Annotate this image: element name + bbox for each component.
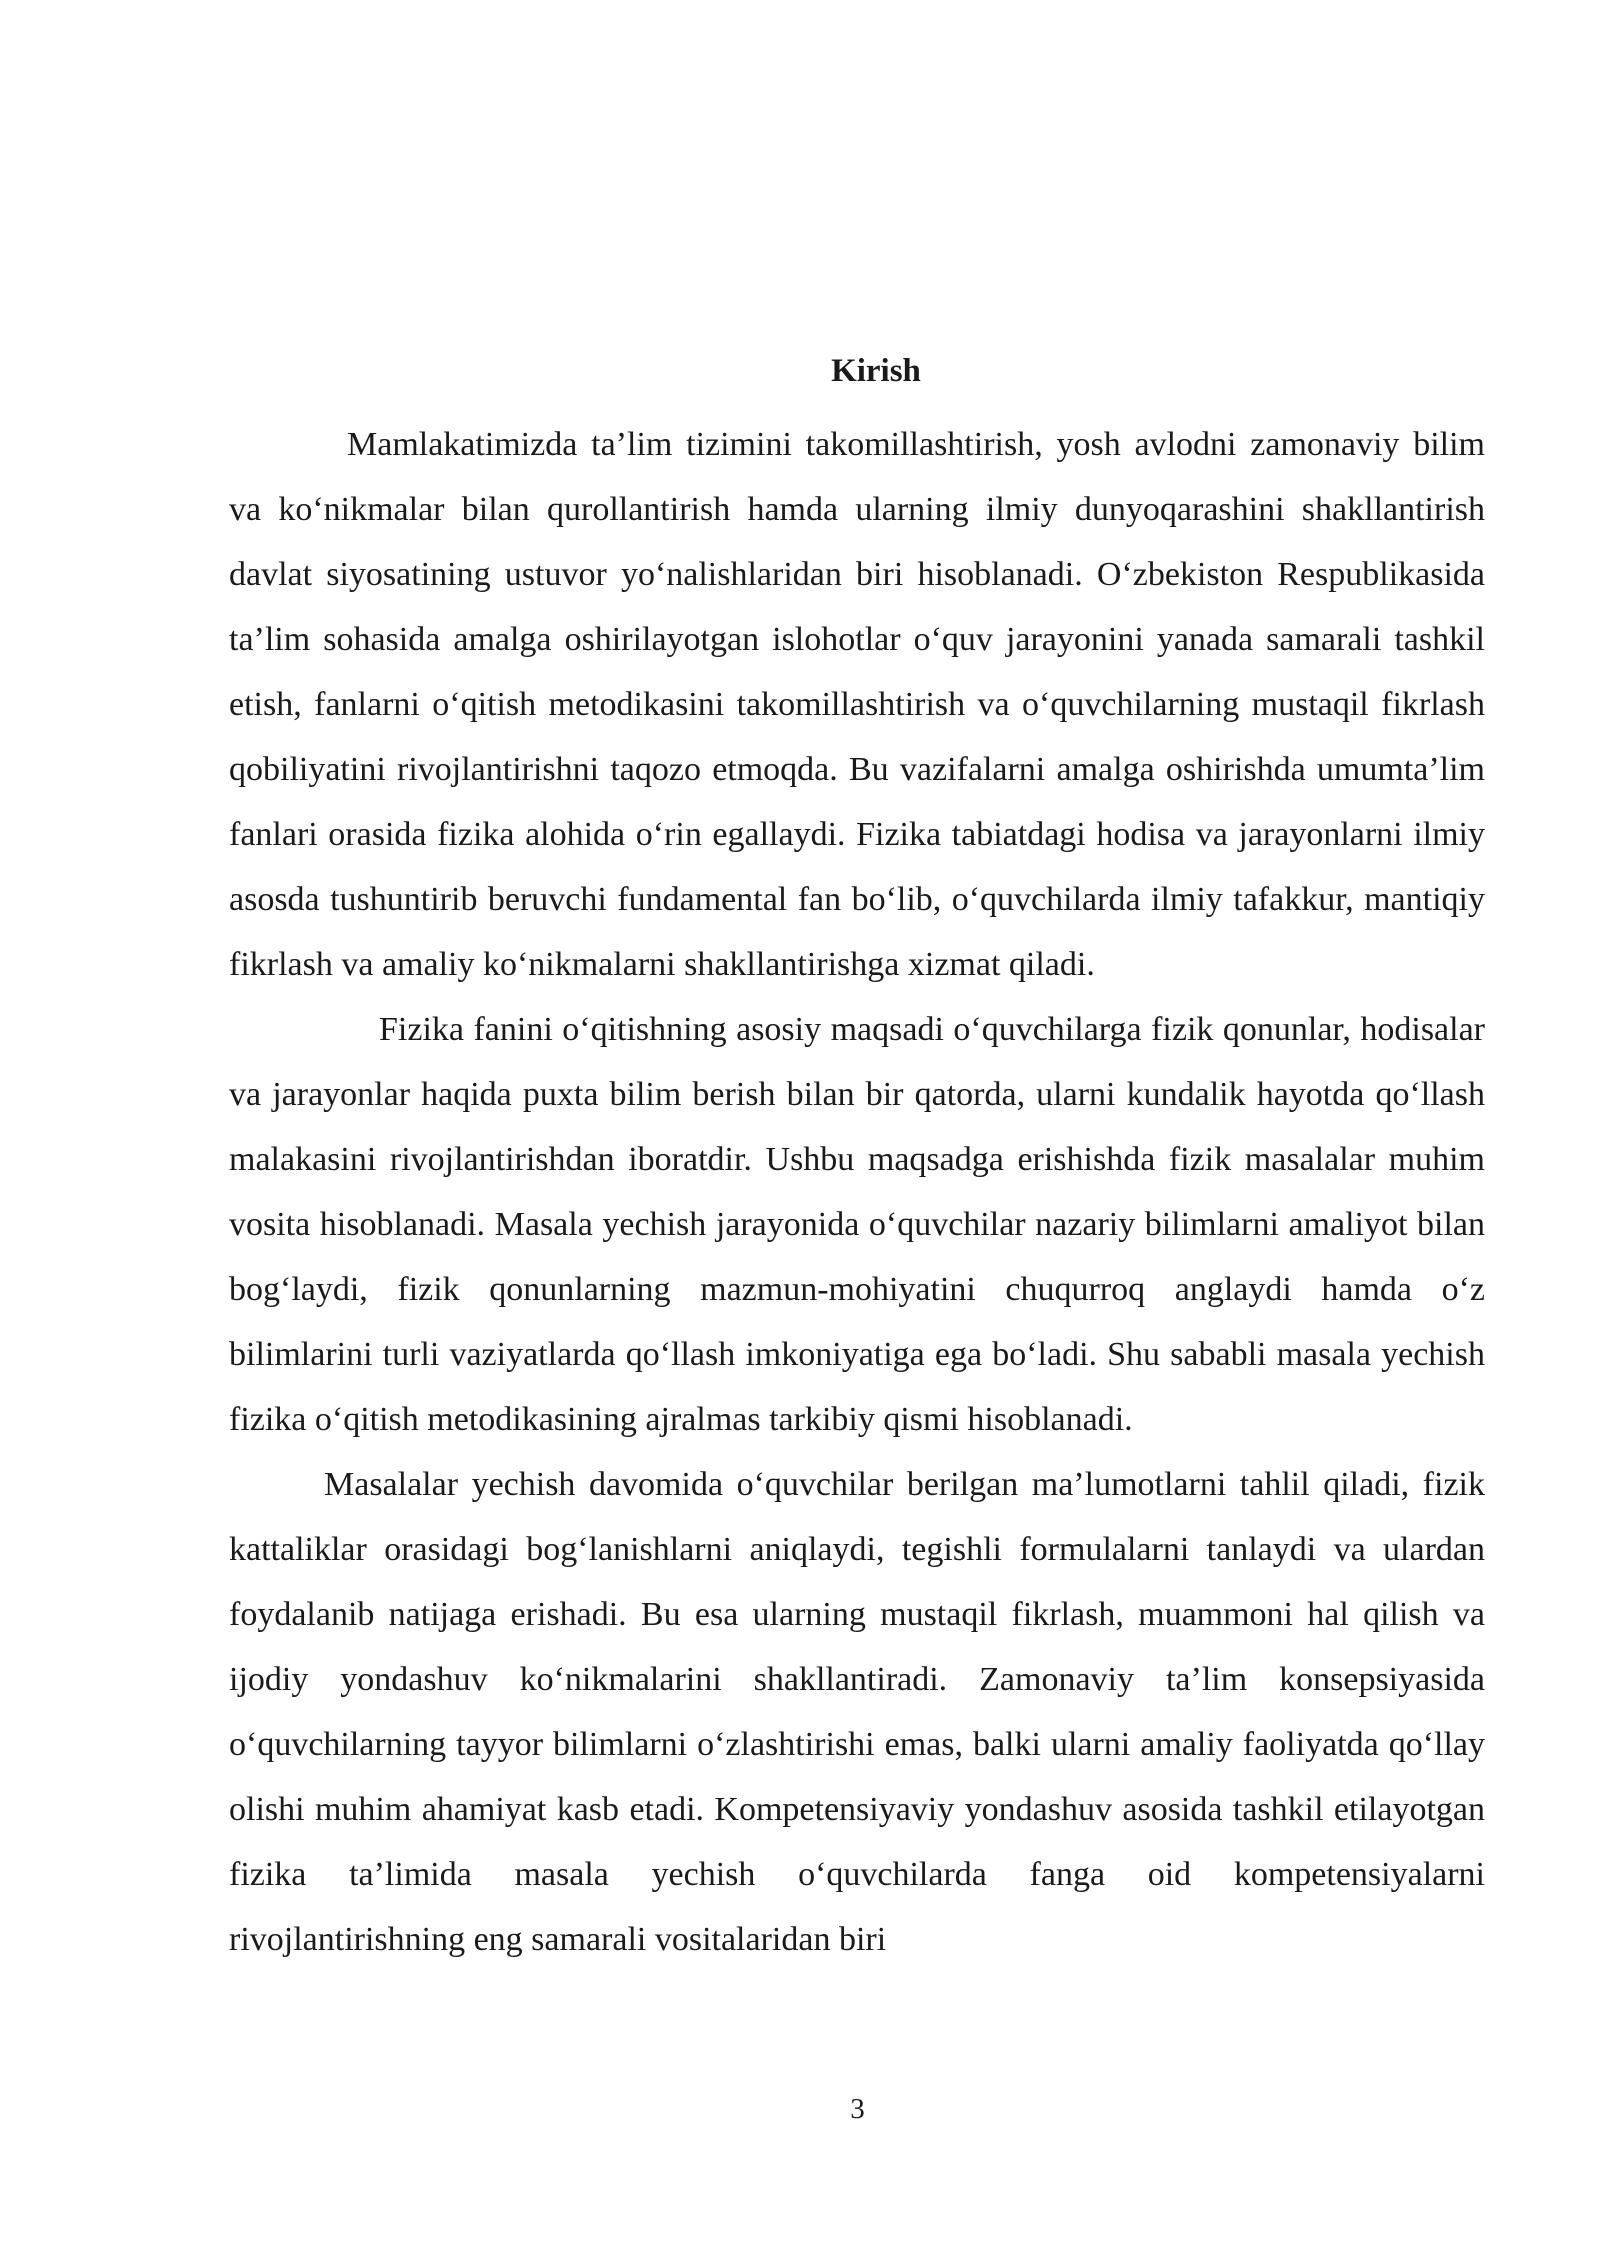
page-number: 3 [850, 2093, 865, 2125]
paragraph-2: Fizika fanini o‘qitishning asosiy maqsadi o‘quvchilarga fizik qonunlar, hodisalar va jarayonlar haqida puxta bilim berish bilan bir qatorda, ularni kundalik hayotda qo‘llash malakasini rivojlantirishdan iboratdir. Ushbu maqsadga erishishda fizik masalalar muhim vosita hisoblanadi. Masala yechish jarayonida o‘quvchilar nazariy bilimlarni amaliyot bilan bog‘laydi, fizik qonunlarning mazmun-mohiyatini chuqurroq anglaydi hamda o‘z bilimlarini turli vaziyatlarda qo‘llash imkoniyatiga ega bo‘ladi. Shu sababli masala yechish fizika o‘qitish metodikasining ajralmas tarkibiy qismi hisoblanadi. [229, 1011, 1485, 1438]
paragraph-1: Mamlakatimizda ta’lim tizimini takomillashtirish, yosh avlodni zamonaviy bilim va ko‘nikmalar bilan qurollantirish hamda ularning ilmiy dunyoqarashini shakllantirish davlat siyosatining ustuvor yo‘nalishlaridan biri hisoblanadi. O‘zbekiston Respublikasida ta’lim sohasida amalga oshirilayotgan islohotlar o‘quv jarayonini yanada samarali tashkil etish, fanlarni o‘qitish metodikasini takomillashtirish va o‘quvchilarning mustaqil fikrlash qobiliyatini rivojlantirishni taqozo etmoqda. Bu vazifalarni amalga oshirishda umumta’lim fanlari orasida fizika alohida o‘rin egallaydi. Fizika tabiatdagi hodisa va jarayonlarni ilmiy asosda tushuntirib beruvchi fundamental fan bo‘lib, o‘quvchilarda ilmiy tafakkur, mantiqiy fikrlash va amaliy ko‘nikmalarni shakllantirishga xizmat qiladi. [229, 426, 1485, 983]
page-content [229, 348, 1485, 1972]
section-title: Kirish [831, 353, 921, 389]
paragraph-3: Masalalar yechish davomida o‘quvchilar berilgan ma’lumotlarni tahlil qiladi, fizik kattaliklar orasidagi bog‘lanishlarni aniqlaydi, tegishli formulalarni tanlaydi va ulardan foydalanib natijaga erishadi. Bu esa ularning mustaqil fikrlash, muammoni hal qilish va ijodiy yondashuv ko‘nikmalarini shakllantiradi. Zamonaviy ta’lim konsepsiyasida o‘quvchilarning tayyor bilimlarni o‘zlashtirishi emas, balki ularni amaliy faoliyatda qo‘llay olishi muhim ahamiyat kasb etadi. Kompetensiyaviy yondashuv asosida tashkil etilayotgan fizika ta’limida masala yechish o‘quvchilarda fanga oid kompetensiyalarni rivojlantirishning eng samarali vositalaridan biri [229, 1466, 1485, 1958]
